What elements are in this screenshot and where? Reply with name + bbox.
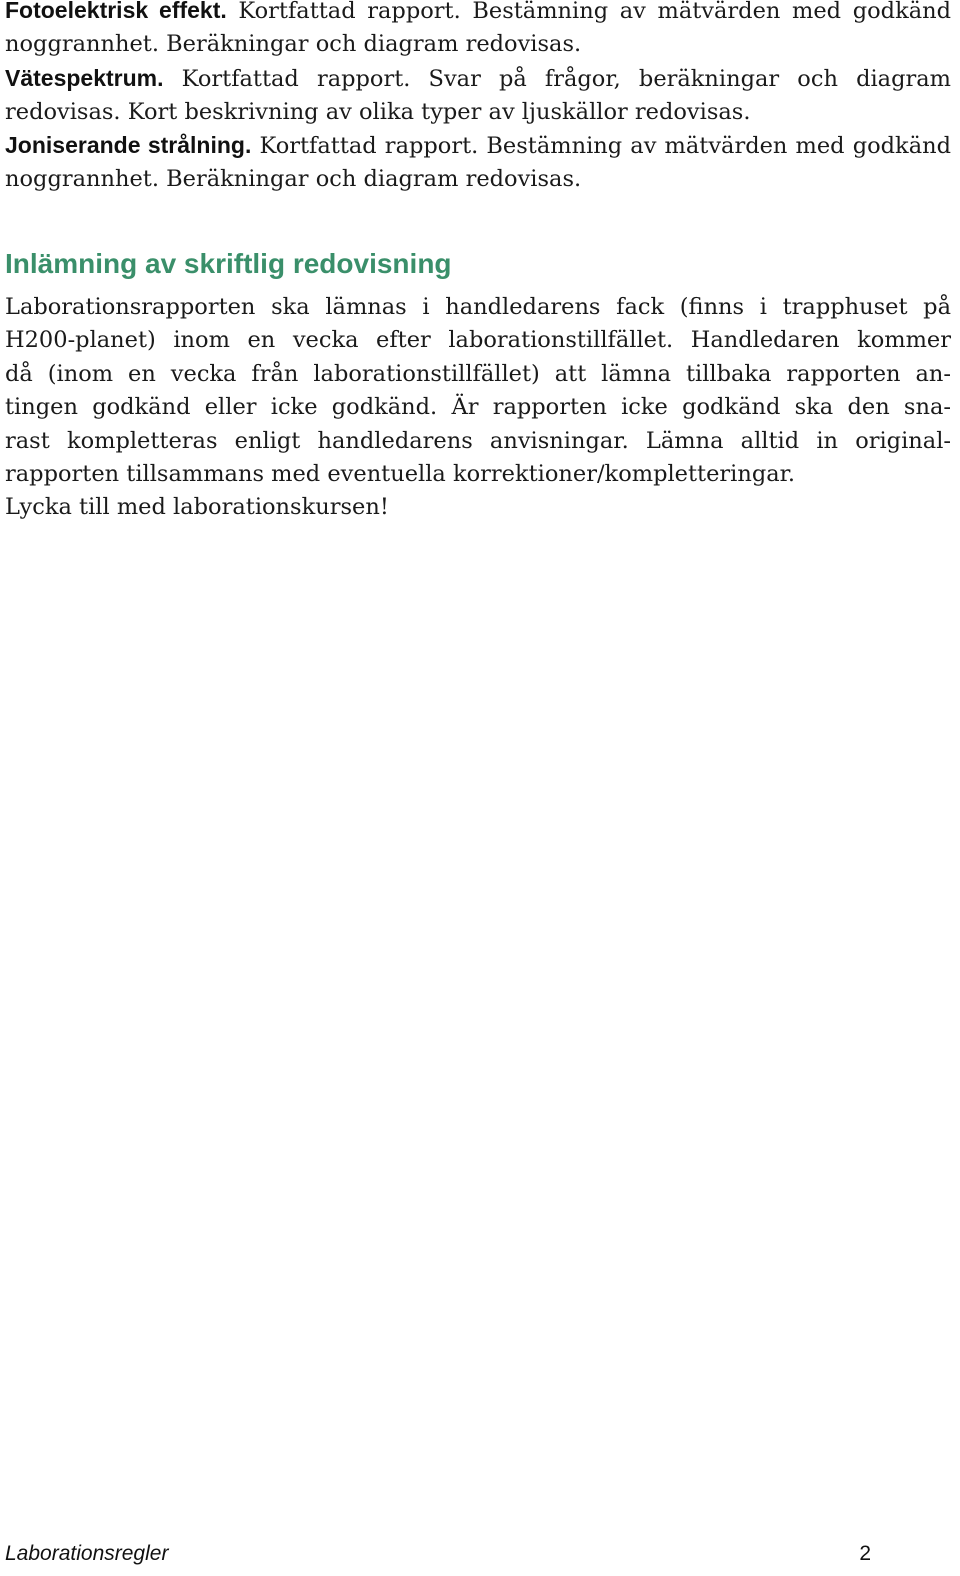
footer-title: Laborationsregler <box>5 1542 169 1565</box>
paragraph-line: då (inom en vecka från laborationstillfället) att lämna tillbaka rapporten an- <box>5 360 951 387</box>
lab-requirements-list <box>5 0 951 197</box>
section-heading: Inlämning av skriftlig redovisning <box>5 248 452 279</box>
lab-item-title: Fotoelektrisk effekt. <box>5 0 227 23</box>
lab-item-title: Joniserande strålning. <box>5 132 252 159</box>
paragraph-line: H200-planet) inom en vecka efter laborationstillfället. Handledaren kommer <box>5 327 951 354</box>
submission-paragraph <box>5 291 951 525</box>
paragraph-line: rapporten tillsammans med eventuella korrektioner/kompletteringar. <box>5 461 796 488</box>
lab-item-text: Kortfattad rapport. Svar på frågor, beräkningar och diagram redovisas. Kort beskrivning av olika typer av ljuskällor redovisas. <box>5 65 951 125</box>
lab-item-fotoelektrisk-effekt <box>5 0 951 62</box>
lab-item-text: Kortfattad rapport. Bestämning av mätvärden med godkänd noggrannhet. Beräkningar och diagram redovisas. <box>5 0 952 58</box>
lab-item-joniserande-stralning <box>5 129 951 197</box>
paragraph-line: rast kompletteras enligt handledarens anvisningar. Lämna alltid in original- <box>5 427 951 454</box>
paragraph-line: tingen godkänd eller icke godkänd. Är rapporten icke godkänd ska den sna- <box>5 394 951 421</box>
closing-line: Lycka till med laborationskursen! <box>5 494 389 521</box>
lab-item-title: Vätespektrum. <box>5 64 164 91</box>
lab-item-vatespektrum <box>5 62 951 130</box>
paragraph-line: Laborationsrapporten ska lämnas i handledarens fack (finns i trapphuset på <box>5 294 951 320</box>
lab-item-text: Kortfattad rapport. Bestämning av mätvärden med godkänd noggrannhet. Beräkningar och diagram redovisas. <box>5 133 952 193</box>
page-number: 2 <box>859 1542 871 1565</box>
